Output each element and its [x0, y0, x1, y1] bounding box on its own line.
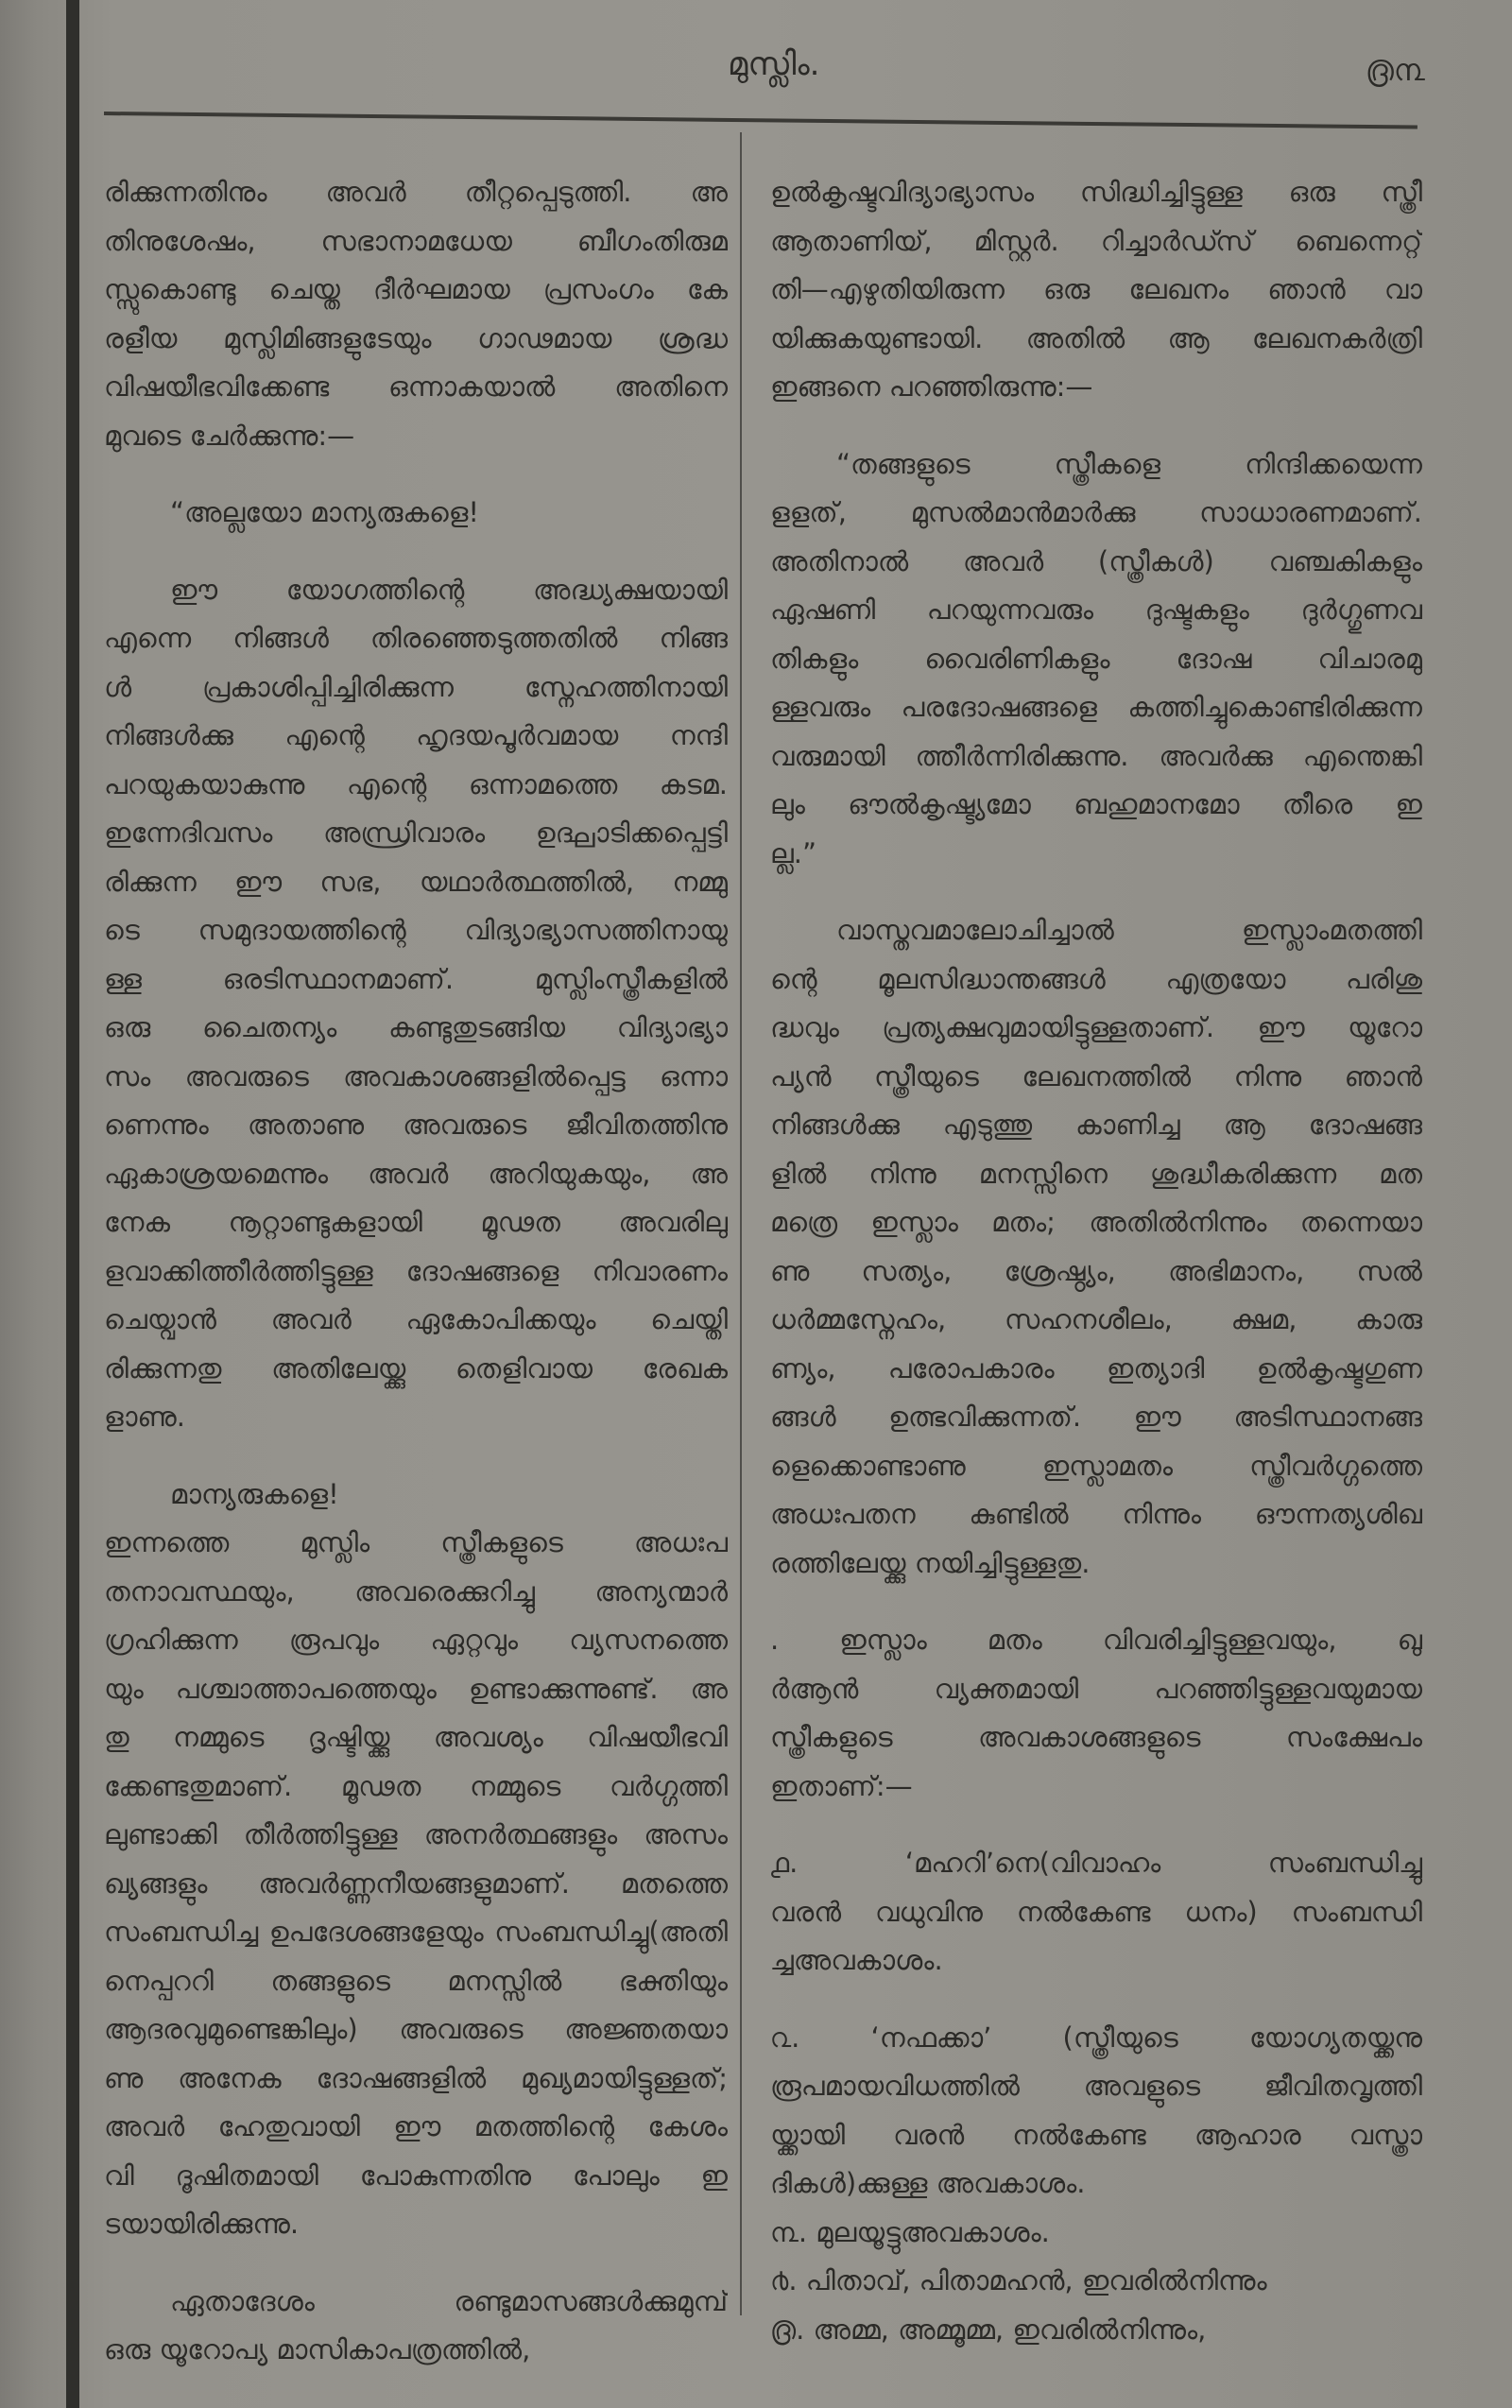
- left-column: [104, 168, 728, 2375]
- text-line: ഈ യോഗത്തിന്റെ അദ്ധ്യക്ഷയായി: [170, 573, 728, 606]
- text-line: ൪. പിതാവ്, പിതാമഹൻ, ഇവരിൽനിന്നും: [770, 2264, 1267, 2296]
- text-line: ടെ സമുദായത്തിന്റെ വിദ്യാഭ്യാസത്തിനായു: [104, 914, 728, 946]
- text-line: നിങ്ങൾക്കു എന്റെ ഹൃദയപൂർവമായ നന്ദി: [104, 719, 728, 751]
- text-line: ഉൽകൃഷ്ടവിദ്യാഭ്യാസം സിദ്ധിച്ചിട്ടുള്ള ഒരു സ്ത്രീ: [770, 176, 1422, 208]
- text-line: ളളത്, മുസൽമാൻമാർക്കു സാധാരണമാണ്.: [770, 496, 1422, 528]
- text-line: ദികൾ)ക്കുള്ള അവകാശം.: [770, 2167, 1086, 2199]
- text-line: ന്റെ മൂലസിദ്ധാന്തങ്ങൾ എത്രയോ പരിശു: [770, 962, 1422, 995]
- text-line: എന്നെ നിങ്ങൾ തിരഞ്ഞെടുത്തതിൽ നിങ്ങ: [104, 622, 728, 654]
- text-line: ളാണു.: [104, 1401, 185, 1433]
- text-line: ൧. ‘മഹറി’നെ(വിവാഹം സംബന്ധിച്ചു: [770, 1847, 1422, 1879]
- text-line: ണു അനേക ദോഷങ്ങളിൽ മുഖ്യമായിട്ടുള്ളത്;: [104, 2061, 728, 2094]
- paragraph-gap: [770, 1588, 1422, 1616]
- text-line: വരൻ വധുവിനു നൽകേണ്ട ധനം) സംബന്ധി: [770, 1895, 1422, 1928]
- page-number: ൫൩: [1366, 52, 1425, 88]
- text-line: സംബന്ധിച്ച ഉപദേശങ്ങളേയും സംബന്ധിച്ചു(അതി: [104, 1916, 728, 1948]
- text-line: രളീയ മുസ്ലിമിങ്ങളുടേയും ഗാഢമായ ശ്രദ്ധ: [104, 321, 728, 354]
- text-line: അതിനാൽ അവർ (സ്ത്രീകൾ) വഞ്ചകികളും: [770, 544, 1422, 577]
- text-line: ഇങ്ങനെ പറഞ്ഞിരുന്നു:—: [770, 370, 1093, 403]
- text-line: ൩. മുലയൂട്ടുഅവകാശം.: [770, 2215, 1050, 2248]
- text-line: ളിൽ നിന്നു മനസ്സിനെ ശുദ്ധീകരിക്കുന്ന മത: [770, 1157, 1422, 1190]
- text-line: യിക്കുകയുണ്ടായി. അതിൽ ആ ലേഖനകർത്രി: [770, 321, 1422, 354]
- text-line: ണ്യം, പരോപകാരം ഇത്യാദി ഉൽകൃഷ്ടഗുണ: [770, 1351, 1422, 1385]
- header-rule: [104, 112, 1418, 129]
- text-line: പറയുകയാകുന്നു എന്റെ ഒന്നാമത്തെ കടമ.: [104, 767, 728, 800]
- text-line: . ഇസ്ലാം മതം വിവരിച്ചിട്ടുള്ളവയും, ഖു: [770, 1624, 1422, 1656]
- text-line: രിക്കുന്ന ഈ സഭ, യഥാർത്ഥത്തിൽ, നമ്മു: [104, 865, 728, 898]
- paragraph-gap: [104, 538, 728, 566]
- text-line: ഒരു ചൈതന്യം കണ്ടുതുടങ്ങിയ വിദ്യാഭ്യാ: [104, 1011, 728, 1043]
- text-line: ആതാണിയ്, മിസ്റ്റർ. റിച്ചാർഡ്സ് ബെന്നെറ്റ്: [770, 224, 1422, 257]
- text-line: മുവടെ ചേർക്കുന്നു:—: [104, 419, 355, 452]
- right-column: [770, 168, 1422, 2354]
- text-line: “അല്ലയോ മാന്യരുകളെ!: [170, 496, 480, 528]
- text-line: ളെക്കൊണ്ടാണു ഇസ്ലാമതം സ്ത്രീവർഗ്ഗത്തെ: [770, 1449, 1422, 1482]
- text-line: ണെന്നും അതാണു അവരുടെ ജീവിതത്തിനു: [104, 1109, 728, 1141]
- text-line: യ്ക്കായി വരൻ നൽകേണ്ട ആഹാര വസ്ത്രാ: [770, 2118, 1422, 2151]
- text-line: ഏതാദേശം രണ്ടുമാസങ്ങൾക്കുമുമ്പ്: [170, 2284, 728, 2317]
- text-line: നേക നൂറ്റാണ്ടുകളായി മൂഢത അവരിലു: [104, 1206, 728, 1238]
- text-line: രൂപമായവിധത്തിൽ അവളുടെ ജീവിതവൃത്തി: [770, 2070, 1422, 2102]
- text-line: ആദരവുമുണ്ടെങ്കിലും) അവരുടെ അജ്ഞതയാ: [104, 2013, 728, 2045]
- text-line: ചെയ്വാൻ അവർ ഏകോപിക്കയും ചെയ്തി: [104, 1303, 728, 1335]
- text-line: ഇന്നേദിവസം അന്ധ്രിവാരം ഉദ്ഘാടിക്കപ്പെട്ടി: [104, 817, 728, 849]
- text-line: ഗ്രഹിക്കുന്ന രൂപവും ഏറ്റവും വ്യസനത്തെ: [104, 1624, 728, 1656]
- text-line: വി ദൂഷിതമായി പോകുന്നതിനു പോലും ഇ: [104, 2159, 728, 2192]
- text-line: ഒരു യൂറോപ്യ മാസികാപത്രത്തിൽ,: [104, 2333, 531, 2365]
- text-line: തനാവസ്ഥയും, അവരെക്കുറിച്ചു അന്യന്മാർ: [104, 1574, 728, 1608]
- text-line: രിക്കുന്നതു അതിലേയ്ക്കു തെളിവായ രേഖക: [104, 1351, 728, 1385]
- text-line: ദ്ധവും പ്രത്യക്ഷവുമായിട്ടുള്ളതാണ്. ഈ യൂറോ: [770, 1011, 1422, 1043]
- text-line: ൨. ‘നഫക്കാ’ (സ്ത്രീയുടെ യോഗ്യതയ്ക്കനു: [770, 2021, 1422, 2054]
- text-line: സ്സുകൊണ്ടു ചെയ്ത ദീർഘമായ പ്രസംഗം കേ: [104, 273, 728, 305]
- text-line: ങ്ങൾ ഉത്ഭവിക്കുന്നത്. ഈ അടിസ്ഥാനങ്ങ: [770, 1401, 1422, 1433]
- text-line: ൾ പ്രകാശിപ്പിച്ചിരിക്കുന്ന സ്നേഹത്തിനായി: [104, 670, 728, 703]
- text-line: ച്ചഅവകാശം.: [770, 1944, 943, 1976]
- text-line: ള്ള ഒരടിസ്ഥാനമാണ്. മുസ്ലിംസ്ത്രീകളിൽ: [104, 962, 728, 995]
- text-line: ഇന്നത്തെ മുസ്ലിം സ്ത്രീകളുടെ അധഃപ: [104, 1526, 728, 1558]
- text-line: അവർ ഹേതുവായി ഈ മതത്തിന്റെ കേശം: [104, 2110, 728, 2142]
- text-line: നെപ്പററി തങ്ങളുടെ മനസ്സിൽ ഭക്തിയും: [104, 1964, 728, 1997]
- text-line: ർആൻ വ്യക്തമായി പറഞ്ഞിട്ടുള്ളവയുമായ: [770, 1672, 1422, 1705]
- page-header-title: മുസ്ലിം.: [728, 45, 820, 83]
- paragraph-gap: [770, 1811, 1422, 1839]
- text-line: മാന്യരുകളെ!: [170, 1477, 339, 1510]
- text-line: ള്ളവരും പരദോഷങ്ങളെ കത്തിച്ചുകൊണ്ടിരിക്കുന്ന: [770, 691, 1422, 723]
- text-line: ളവാക്കിത്തീർത്തിട്ടുള്ള ദോഷങ്ങളെ നിവാരണം: [104, 1254, 728, 1287]
- page-binding-edge: [66, 0, 79, 2408]
- text-line: രത്തിലേയ്ക്കു നയിച്ചിട്ടുള്ളതു.: [770, 1546, 1091, 1579]
- text-line: തി—എഴുതിയിരുന്ന ഒരു ലേഖനം ഞാൻ വാ: [770, 273, 1422, 305]
- text-line: അധഃപതന കുണ്ടിൽ നിന്നും ഔന്നത്യശിഖ: [770, 1498, 1422, 1530]
- text-line: ലുണ്ടാക്കി തീർത്തിട്ടുള്ള അനർത്ഥങ്ങളും അസം: [104, 1818, 728, 1850]
- text-line: സം അവരുടെ അവകാശങ്ങളിൽപ്പെട്ട ഒന്നാ: [104, 1059, 728, 1092]
- paragraph-gap: [770, 412, 1422, 440]
- text-line: ഏഷണി പറയുന്നവരും ദുഷ്ടകളും ദുർഗ്ഗുണവ: [770, 593, 1422, 626]
- text-line: ടയായിരിക്കുന്നു.: [104, 2208, 300, 2240]
- paragraph-gap: [770, 878, 1422, 906]
- text-line: തിനുശേഷം, സഭാനാമധേയ ബീഗംതിരുമ: [104, 224, 728, 257]
- text-line: ഇതാണ്:—: [770, 1769, 913, 1802]
- column-divider: [740, 132, 742, 2315]
- text-line: നിങ്ങൾക്കു എടുത്തു കാണിച്ച ആ ദോഷങ്ങ: [770, 1109, 1422, 1141]
- text-line: സ്ത്രീകളുടെ അവകാശങ്ങളുടെ സംക്ഷേപം: [770, 1721, 1422, 1753]
- text-line: വരുമായി ത്തീർന്നിരിക്കുന്നു. അവർക്കു എന്തെങ്കി: [770, 739, 1422, 772]
- text-line: ഖ്യങ്ങളും അവർണ്ണനീയങ്ങളുമാണ്. മതത്തെ: [104, 1866, 728, 1900]
- paragraph-gap: [104, 460, 728, 489]
- paragraph-gap: [770, 1986, 1422, 2014]
- text-line: ണു സത്യം, ശ്രേഷ്ഠ്യം, അഭിമാനം, സൽ: [770, 1254, 1422, 1287]
- text-line: ക്കേണ്ടതുമാണ്. മൂഢത നമ്മുടെ വർഗ്ഗത്തി: [104, 1769, 728, 1802]
- text-line: “തങ്ങളുടെ സ്ത്രീകളെ നിന്ദിക്കയെന്ന: [836, 447, 1422, 480]
- text-line: ലും ഔൽകൃഷ്ട്യമോ ബഹുമാനമോ തീരെ ഇ: [770, 788, 1422, 820]
- text-line: പ്യൻ സ്ത്രീയുടെ ലേഖനത്തിൽ നിന്നു ഞാൻ: [770, 1059, 1422, 1092]
- text-line: വിഷയീഭവിക്കേണ്ട ഒന്നാകയാൽ അതിനെ: [104, 370, 728, 403]
- text-line: ധർമ്മസ്നേഹം, സഹനശീലം, ക്ഷമ, കാരു: [770, 1303, 1422, 1335]
- text-line: ൫. അമ്മ, അമ്മൂമ്മ, ഇവരിൽനിന്നും,: [770, 2313, 1207, 2346]
- paragraph-gap: [104, 1442, 728, 1471]
- text-line: ഏകാശ്രയമെന്നും അവർ അറിയുകയും, അ: [104, 1157, 728, 1190]
- paragraph-gap: [104, 2249, 728, 2278]
- text-line: വാസ്തവമാലോചിച്ചാൽ ഇസ്ലാംമതത്തി: [836, 914, 1422, 946]
- text-line: മത്രെ ഇസ്ലാം മതം; അതിൽനിന്നും തന്നെയാ: [770, 1206, 1422, 1238]
- text-line: തികളും വൈരിണികളും ദോഷ വിചാരമു: [770, 642, 1422, 675]
- text-line: ല്ല.”: [770, 836, 817, 869]
- text-line: രിക്കുന്നതിനും അവർ തീറ്റപ്പെടുത്തി. അ: [104, 176, 728, 208]
- text-line: യും പശ്ചാത്താപത്തെയും ഉണ്ടാക്കുന്നുണ്ട്. അ: [104, 1672, 728, 1705]
- text-line: തു നമ്മുടെ ദൃഷ്ടിയ്ക്കു അവശ്യം വിഷയീഭവി: [104, 1721, 728, 1753]
